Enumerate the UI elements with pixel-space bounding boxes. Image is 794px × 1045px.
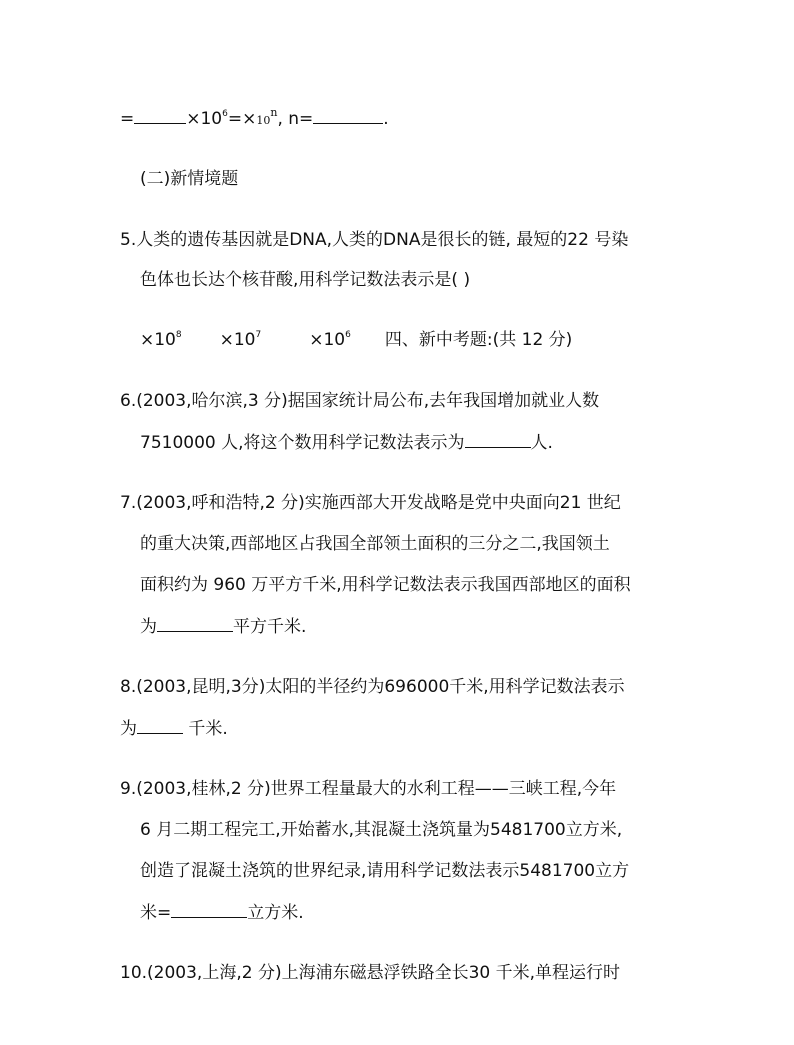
question-9-line-2: 6 月二期工程完工,开始蓄水,其混凝土浇筑量为5481700立方米, <box>140 820 623 840</box>
options-row <box>140 328 572 352</box>
question-6-line-2: 7510000 人,将这个数用科学记数法表示为 人. <box>140 430 553 454</box>
answer-blank-7[interactable] <box>157 614 233 632</box>
question-9-line-4: 米= 立方米. <box>140 900 304 924</box>
question-8-line-2: 为 千米. <box>120 716 228 740</box>
section-four-heading: 四、新中考题:(共 12 分) <box>384 330 573 350</box>
question-6-line-1: 6.(2003,哈尔滨,3 分)据国家统计局公布,去年我国增加就业人数 <box>120 391 600 411</box>
period: . <box>383 109 389 129</box>
exponent-n: n <box>270 106 278 119</box>
question-5-line-1: 5.人类的遗传基因就是DNA,人类的DNA是很长的链, 最短的22 号染 <box>120 230 629 250</box>
times-ten: ×10 <box>186 109 223 129</box>
equals-sign: = <box>120 109 135 129</box>
answer-blank-n[interactable] <box>313 106 383 124</box>
section-heading: (二)新情境题 <box>140 169 239 189</box>
question-7-line-1: 7.(2003,呼和浩特,2 分)实施西部大开发战略是党中央面向21 世纪 <box>120 493 621 513</box>
answer-blank-9[interactable] <box>171 900 247 918</box>
ten-power: 10 <box>256 114 271 127</box>
equation-line <box>120 106 389 130</box>
question-9-line-1: 9.(2003,桂林,2 分)世界工程量最大的水利工程——三峡工程,今年 <box>120 779 617 799</box>
exponent-six: 6 <box>222 109 228 119</box>
question-7-line-3: 面积约为 960 万平方千米,用科学记数法表示我国西部地区的面积 <box>140 575 631 595</box>
answer-blank-8[interactable] <box>137 716 183 734</box>
answer-blank[interactable] <box>134 106 186 124</box>
question-7-line-2: 的重大决策,西部地区占我国全部领土面积的三分之二,我国领土 <box>140 534 610 554</box>
question-8-line-1: 8.(2003,昆明,3分)太阳的半径约为696000千米,用科学记数法表示 <box>120 677 625 697</box>
question-5-line-2: 色体也长达个核苷酸,用科学记数法表示是( ) <box>140 270 471 290</box>
option-b[interactable]: $\times 10^7$ <box>219 330 262 350</box>
equals-times: =× <box>227 109 257 129</box>
option-a[interactable]: $\times 10^8$ <box>140 330 182 350</box>
question-10-line-1: 10.(2003,上海,2 分)上海浦东磁悬浮铁路全长30 千米,单程运行时 <box>120 963 621 983</box>
option-c[interactable]: $\times 10^6$ <box>309 330 351 350</box>
answer-blank-6[interactable] <box>465 430 531 448</box>
question-7-line-4: 为 平方千米. <box>140 614 306 638</box>
n-equals: , n= <box>277 109 314 129</box>
question-9-line-3: 创造了混凝土浇筑的世界纪录,请用科学记数法表示5481700立方 <box>140 861 630 881</box>
